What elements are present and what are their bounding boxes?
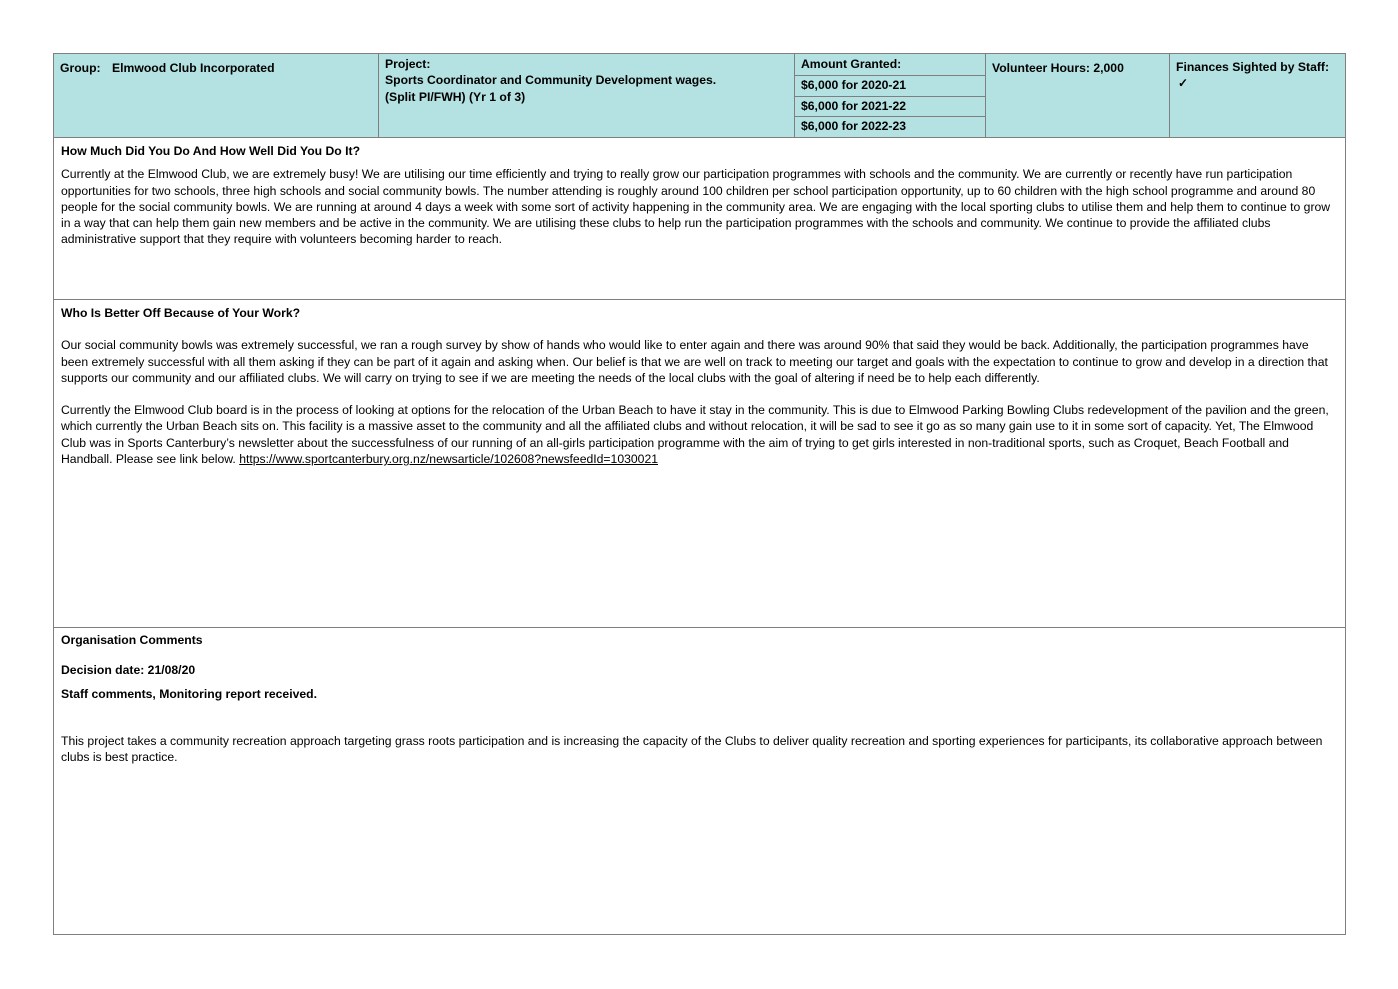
- section-how-much: [54, 138, 1345, 300]
- section-body-paragraph: [61, 402, 1338, 467]
- project-cell: [379, 54, 795, 137]
- monitoring-report-table: [53, 53, 1346, 935]
- section-title: How Much Did You Do And How Well Did You Do It?: [61, 144, 361, 158]
- staff-comment-body: This project takes a community recreation approach targeting grass roots participation and is increasing the capacity of the Clubs to deliver quality recreation and sporting experiences for participants, its collaborative approach between clubs is best practice.: [61, 733, 1323, 765]
- newsletter-link[interactable]: https://www.sportcanterbury.org.nz/newsarticle/102608?newsfeedId=1030021: [239, 452, 658, 467]
- project-label: Project:: [385, 57, 431, 71]
- amount-2020-21: $6,000 for 2020-21: [795, 76, 985, 97]
- amount-2021-22: $6,000 for 2021-22: [795, 97, 985, 118]
- volunteer-hours: Volunteer Hours: 2,000: [992, 61, 1124, 75]
- finances-label: Finances Sighted by Staff:: [1176, 60, 1330, 74]
- decision-date: Decision date: 21/08/20: [61, 663, 196, 678]
- volunteer-hours-cell: [986, 54, 1170, 137]
- project-title: Sports Coordinator and Community Development wages.: [385, 73, 717, 88]
- group-cell: [54, 54, 379, 137]
- section-body-paragraph: Our social community bowls was extremely successful, we ran a rough survey by show of hands who would like to enter again and there was around 90% that said they would be back. Additionally, the participation programmes have been extremely successful with all them asking if they can be part of it again and asking when. Our belief is that we are well on track to meeting our target and goals with the expectation to continue to grow and develop in a direction that supports our community and our affiliated clubs. We will carry on trying to see if we are meeting the needs of the local clubs with the goal of altering if need be to help each differently.: [61, 338, 1328, 385]
- paragraph-text: Currently the Elmwood Club board is in the process of looking at options for the relocation of the Urban Beach to have it stay in the community. This is due to Elmwood Parking Bowling Clubs redevelopment of the pavilion and the green, which currently the Urban Beach sits on. This facility is a massive asset to the community and all the affiliated clubs and without relocation, it will be sad to see it go as so many gain use to it in some sort of capacity. Yet, The Elmwood Club was in Sports Canterbury’s newsletter about the successfulness of our running of an all-girls participation programme with the aim of trying to get girls interested in non-traditional sports, such as Croquet, Beach Football and Handball. Please see link below.: [61, 403, 1329, 467]
- section-title: Who Is Better Off Because of Your Work?: [61, 306, 301, 320]
- amount-label: Amount Granted:: [795, 54, 985, 76]
- section-who-better-off: [54, 300, 1345, 628]
- checkmark-icon: ✓: [1178, 76, 1189, 91]
- amount-2022-23: $6,000 for 2022-23: [801, 119, 907, 134]
- section-body: Currently at the Elmwood Club, we are extremely busy! We are utilising our time efficiently and trying to really grow our participation programmes with schools and the community. We are currently or recently have run participation opportunities for two schools, three high schools and social community bowls. The number attending is roughly around 100 children per school participation opportunity, up to 60 children with the high school programme and around 80 people for the social community bowls. We are running at around 4 days a week with some sort of activity happening in the community area. We are engaging with the local sporting clubs to utilise them and help them to continue to grow in a way that can help them gain new members and be active in the community. We are utilising these clubs to help run the participation programmes with the schools and community. We continue to provide the affiliated clubs administrative support that they require with volunteers becoming harder to reach.: [61, 167, 1331, 247]
- amount-cell: [795, 54, 986, 137]
- staff-comments-heading: Staff comments, Monitoring report received.: [61, 686, 317, 701]
- project-split: (Split PI/FWH) (Yr 1 of 3): [385, 89, 526, 104]
- finances-cell: [1170, 54, 1345, 137]
- section-title: Organisation Comments: [61, 633, 203, 647]
- header-row: [54, 54, 1345, 138]
- section-organisation-comments: [54, 628, 1345, 935]
- group-label: Group:: [60, 61, 101, 75]
- group-name: Elmwood Club Incorporated: [112, 61, 275, 75]
